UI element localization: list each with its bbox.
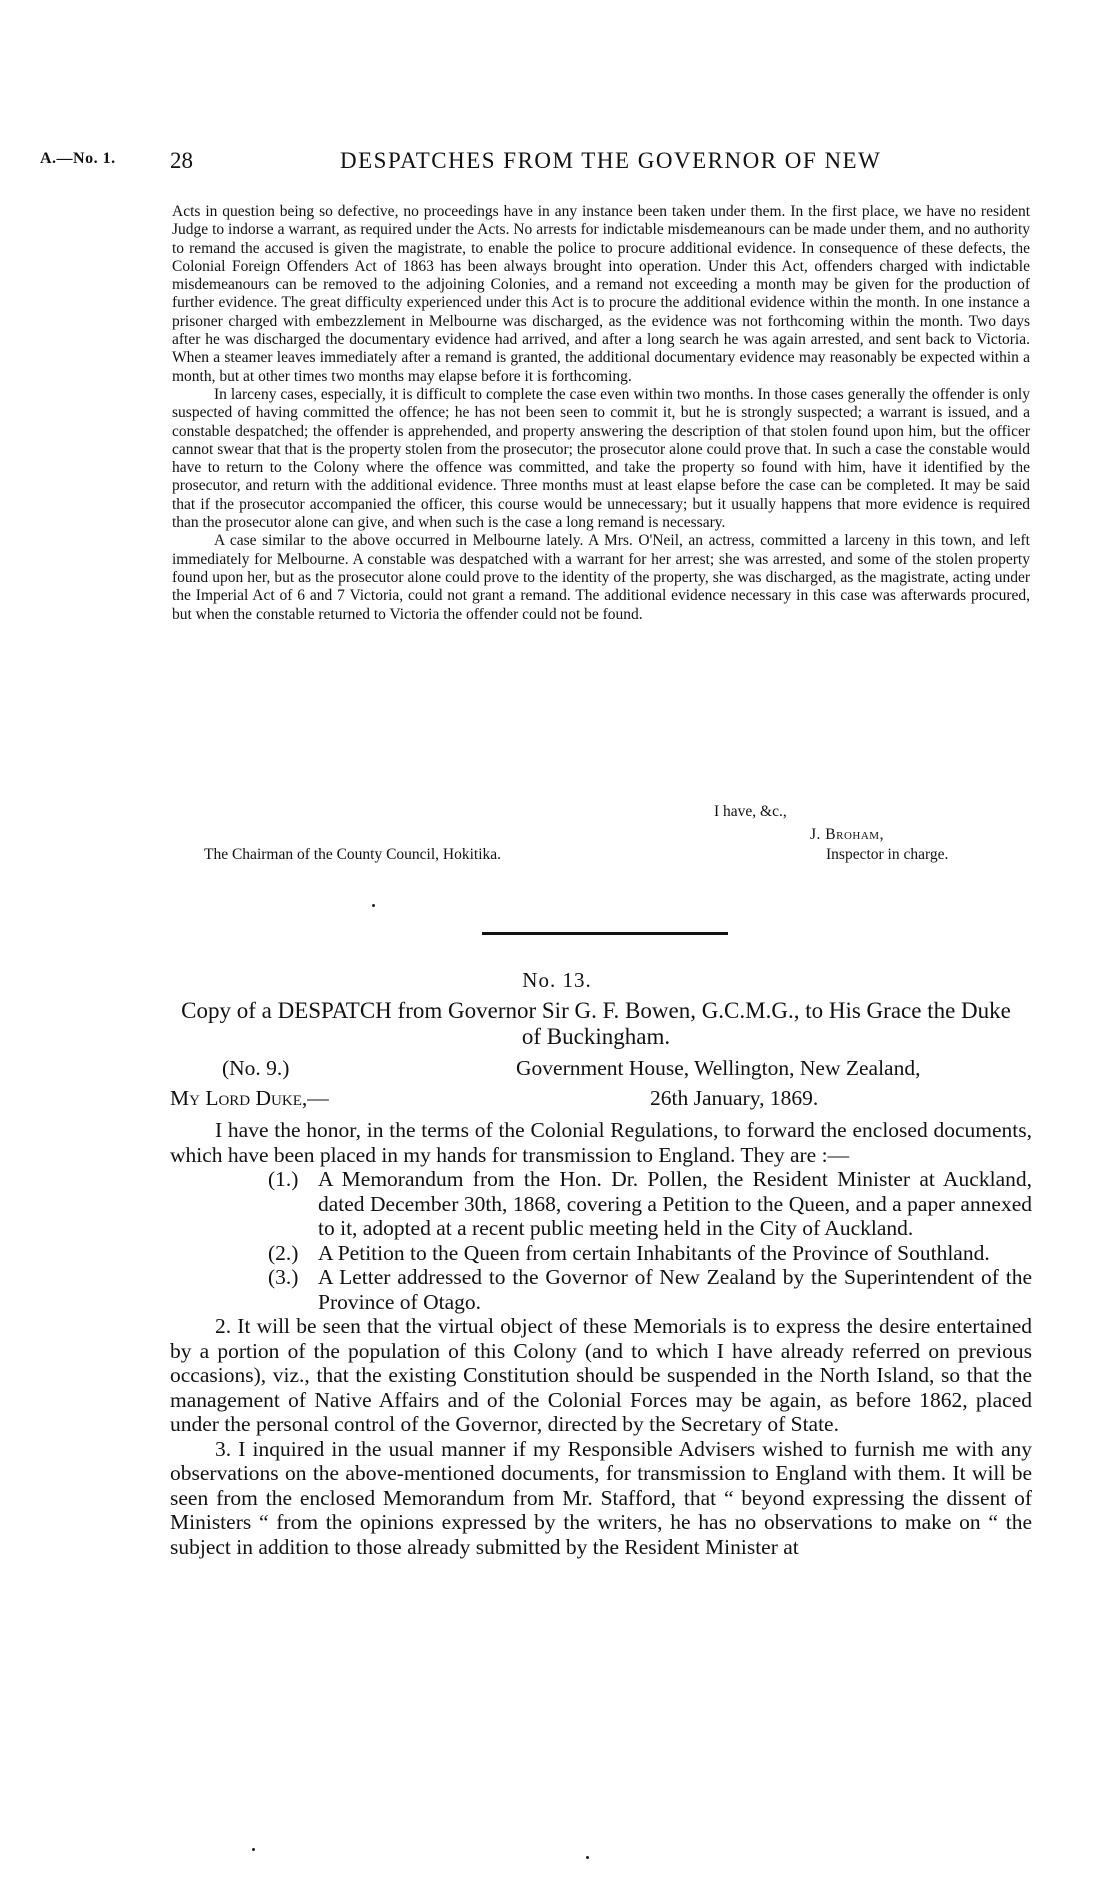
despatch-paragraph-3: 3. I inquired in the usual manner if my Responsible Advisers wished to furnish me with any observations on the above-mentioned documents, for transmission to England with them. It will be seen from the enclosed Memorandum from Mr. Stafford, that “ beyond expressing the dissent of Ministers “ from the opinions expressed by the writers, he has no observations to make on “ the subject in addition to those already submitted by the Resident Minister at bbox=[170, 1436, 1032, 1559]
report-addressee: The Chairman of the County Council, Hokitika. bbox=[204, 846, 502, 863]
page-number: 28 bbox=[170, 148, 193, 173]
enclosure-text: A Memorandum from the Hon. Dr. Pollen, the Resident Minister at Auckland, dated December 30th, 1868, covering a Petition to the Queen, and a paper annexed to it, adopted at a recent public meeting held in the City of Auckland. bbox=[318, 1167, 1032, 1240]
section-divider bbox=[482, 932, 728, 935]
enclosure-item bbox=[170, 1265, 1032, 1314]
enclosure-text: A Letter addressed to the Governor of New Zealand by the Superintendent of the Province of Otago. bbox=[318, 1265, 1032, 1314]
report-body bbox=[172, 203, 1030, 624]
despatch-place: Government House, Wellington, New Zealand, bbox=[516, 1056, 921, 1080]
despatch-paragraph-2: 2. It will be seen that the virtual object of these Memorials is to express the desire entertained by a portion of the population of this Colony (and to which I have already referred on previous occasions), viz., that the existing Constitution should be suspended in the North Island, so that the management of Native Affairs and of the Colonial Forces may be again, as before 1862, placed under the personal control of the Governor, directed by the Secretary of State. bbox=[170, 1314, 1032, 1436]
enclosure-number: (1.) bbox=[268, 1167, 299, 1191]
despatch-reference-number: (No. 9.) bbox=[222, 1056, 290, 1080]
enclosure-item bbox=[170, 1241, 1032, 1266]
despatch-intro: I have the honor, in the terms of the Colonial Regulations, to forward the enclosed documents, which have been placed in my hands for transmission to England. They are :— bbox=[170, 1118, 1032, 1167]
despatch-date: 26th January, 1869. bbox=[650, 1086, 819, 1110]
report-closing: I have, &c., bbox=[714, 803, 787, 820]
despatch-title: Copy of a DESPATCH from Governor Sir G. F. Bowen, G.C.M.G., to His Grace the Duke of Buckingham. bbox=[181, 998, 1011, 1049]
page-header bbox=[40, 148, 1080, 178]
enclosure-number: (3.) bbox=[268, 1265, 299, 1289]
enclosure-number: (2.) bbox=[268, 1240, 299, 1265]
parliamentary-reference: A.—No. 1. bbox=[40, 150, 116, 167]
print-speck bbox=[252, 1848, 255, 1851]
report-paragraph-1: Acts in question being so defective, no proceedings have in any instance been taken under them. In the first place, we have no resident Judge to indorse a warrant, as required under the Acts. No arrests for indictable misdemeanours can be made under them, and no authority to remand the accused is given the magistrate, to enable the police to procure additional evidence. In consequence of these defects, the Colonial Foreign Offenders Act of 1863 has been always brought into operation. Under this Act, offenders charged with indictable misdemeanours can be removed to the adjoining Colonies, and a remand not exceeding a month may be given for the production of further evidence. The great difficulty experienced under this Act is to procure the additional evidence within the month. In one instance a prisoner charged with embezzlement in Melbourne was discharged, as the evidence was not forthcoming within the month. Two days after he was discharged the documentary evidence had arrived, and after a long search he was again arrested, and sent back to Victoria. When a steamer leaves immediately after a remand is granted, the additional documentary evidence may reasonably be expected within a month, but at other times two months may elapse before it is forthcoming. bbox=[172, 203, 1030, 385]
report-paragraph-3: A case similar to the above occurred in Melbourne lately. A Mrs. O'Neil, an actress, committed a larceny in this town, and left immediately for Melbourne. A constable was despatched with a warrant for her arrest; she was arrested, and some of the stolen property found upon her, but as the prosecutor alone could prove to the identity of the property, she was discharged, as the magistrate, acting under the Imperial Act of 6 and 7 Victoria, could not grant a remand. The additional evidence necessary in this case was afterwards procured, but when the constable returned to Victoria the offender could not be found. bbox=[172, 532, 1030, 623]
enclosure-text: A Petition to the Queen from certain Inhabitants of the Province of Southland. bbox=[318, 1240, 990, 1265]
report-paragraph-2: In larceny cases, especially, it is difficult to complete the case even within two months. In those cases generally the offender is only suspected of having committed the offence; he has not been seen to commit it, but he is strongly suspected; a warrant is issued, and a constable despatched; the offender is apprehended, and property answering the description of that stolen found upon him, but the officer cannot swear that that is the property stolen from the prosecutor; the prosecutor alone could prove that. In such a case the constable would have to return to the Colony where the offence was committed, and take the property so found with him, have it identified by the prosecutor, and return with the additional evidence. Three months must at least elapse before the case can be completed. It may be said that if the prosecutor accompanied the officer, this course would be unnecessary; but it usually happens that more evidence is required than the prosecutor alone can give, and when such is the case a long remand is necessary. bbox=[172, 385, 1030, 532]
running-title: DESPATCHES FROM THE GOVERNOR OF NEW bbox=[340, 148, 882, 173]
report-signatory-title: Inspector in charge. bbox=[826, 846, 949, 863]
despatch-number: No. 13. bbox=[522, 968, 592, 992]
report-signatory: J. Broham, bbox=[810, 826, 884, 843]
enclosure-item bbox=[170, 1167, 1032, 1241]
despatch-salutation: My Lord Duke,— bbox=[170, 1086, 329, 1110]
print-speck bbox=[372, 904, 375, 907]
despatch-body bbox=[170, 1118, 1032, 1559]
print-speck bbox=[586, 1856, 589, 1859]
